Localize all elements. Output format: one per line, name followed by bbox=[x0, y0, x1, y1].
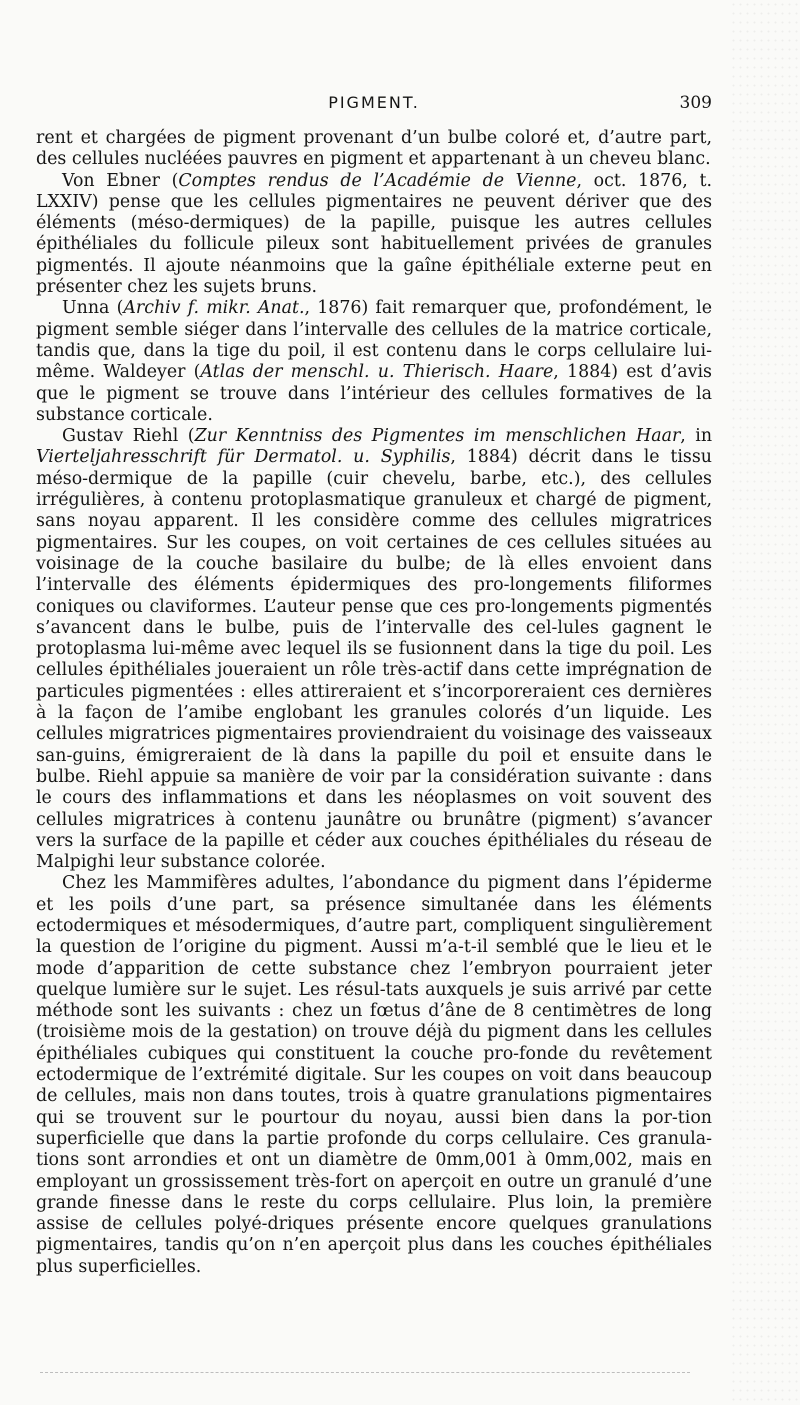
bottom-rule bbox=[40, 1372, 690, 1373]
text-run: Unna ( bbox=[62, 298, 124, 319]
paragraph bbox=[36, 873, 712, 1278]
italic-citation: Zur Kenntniss des Pigmentes im menschlichen Haar bbox=[194, 426, 681, 447]
paragraph bbox=[36, 171, 712, 299]
text-run: , in bbox=[680, 426, 713, 447]
italic-citation: Atlas der menschl. u. Thierisch. Haare bbox=[200, 362, 554, 383]
page-header bbox=[36, 93, 712, 117]
text-run: Chez les Mammifères adultes, l’abondance du pigment dans l’épiderme et les poils d’une part, sa présence simultanée dans les éléments ectodermiques et mésodermiques, d’autre part, compliquent singulièrement la question de l’origine du pigment. Aussi m’a-t-il semblé que le lieu et le mode d’apparition de cette substance chez l’embryon pourraient jeter quelque lumière sur le sujet. Les résul-tats auxquels je suis arrivé par cette méthode sont les suivants : chez un fœtus d’âne de 8 centimètres de long (troisième mois de la gestation) on trouve déjà du pigment dans les cellules épithéliales cubiques qui constituent la couche pro-fonde du revêtement ectodermique de l’extrémité digitale. Sur les coupes on voit dans beaucoup de cellules, mais non dans toutes, trois à quatre granulations pigmentaires qui se trouvent sur le pourtour du noyau, aussi bien dans la por-tion superficielle que dans la partie profonde du corps cellulaire. Ces granula-tions sont arrondies et ont un diamètre de 0mm,001 à 0mm,002, mais en employant un grossissement très-fort on aperçoit en outre un granulé d’une grande finesse dans le reste du corps cellulaire. Plus loin, la première assise de cellules polyé-driques présente encore quelques granulations pigmentaires, tandis qu’on n’en aperçoit plus dans les couches épithéliales plus superficielles. bbox=[36, 873, 712, 1277]
text-run: rent et chargées de pigment provenant d’un bulbe coloré et, d’autre part, des cellules nucléées pauvres en pigment et appartenant à un cheveu blanc. bbox=[36, 128, 712, 170]
text-run: , 1876) fait remarquer que, profondément, le pigment semble siéger dans l’intervalle des cellules de la matrice corticale, tandis que, dans la tige du poil, il est contenu dans le corps cellulaire lui-même. Waldeyer ( bbox=[36, 298, 712, 383]
italic-citation: Comptes rendus de l’Académie de Vienne bbox=[178, 170, 577, 191]
paragraph bbox=[36, 298, 712, 426]
text-run: Von Ebner ( bbox=[62, 170, 179, 191]
text-run: , 1884) est d’avis que le pigment se trouve dans l’intérieur des cellules formatives de la substance corticale. bbox=[36, 362, 712, 425]
text-run: , oct. 1876, t. LXXIV) pense que les cellules pigmentaires ne peuvent dériver que des éléments (méso-dermiques) de la papille, puisque les autres cellules épithéliales du follicule pileux sont habituellement privées de granules pigmentés. Il ajoute néanmoins que la gaîne épithéliale externe peut en présenter chez les sujets bruns. bbox=[36, 170, 713, 298]
body-text bbox=[36, 128, 712, 1278]
page-number: 309 bbox=[679, 93, 712, 113]
italic-citation: Archiv f. mikr. Anat. bbox=[123, 298, 305, 319]
text-run: Gustav Riehl ( bbox=[62, 426, 195, 447]
paragraph bbox=[36, 426, 712, 873]
running-title: PIGMENT. bbox=[328, 93, 420, 112]
text-run: , 1884) décrit dans le tissu méso-dermique de la papille (cuir chevelu, barbe, etc.), des cellules irrégulières, à contenu protoplasmatique granuleux et chargé de pigment, sans noyau apparent. Il les considère comme des cellules migratrices pigmentaires. Sur les coupes, on voit certaines de ces cellules situées au voisinage de la couche basilaire du bulbe; de là elles envoient dans l’intervalle des éléments épidermiques des pro-longements filiformes coniques ou claviformes. L’auteur pense que ces pro-longements pigmentés s’avancent dans le bulbe, puis de l’intervalle des cel-lules gagnent le protoplasma lui-même avec lequel ils se fusionnent dans la tige du poil. Les cellules épithéliales joueraient un rôle très-actif dans cette imprégnation de particules pigmentées : elles attireraient et s’incorporeraient ces dernières à la façon de l’amibe englobant les granules colorés d’un liquide. Les cellules migratrices pigmentaires proviendraient du voisinage des vaisseaux san-guins, émigreraient de là dans la papille du poil et ensuite dans le bulbe. Riehl appuie sa manière de voir par la considération suivante : dans le cours des inflammations et dans les néoplasmes on voit souvent des cellules migratrices à contenu jaunâtre ou brunâtre (pigment) s’avancer vers la surface de la papille et céder aux couches épithéliales du réseau de Malpighi leur substance colorée. bbox=[36, 447, 712, 873]
paragraph bbox=[36, 128, 712, 171]
page-edge-speckle bbox=[730, 0, 800, 1405]
italic-citation: Vierteljahresschrift für Dermatol. u. Syphilis bbox=[36, 447, 451, 468]
